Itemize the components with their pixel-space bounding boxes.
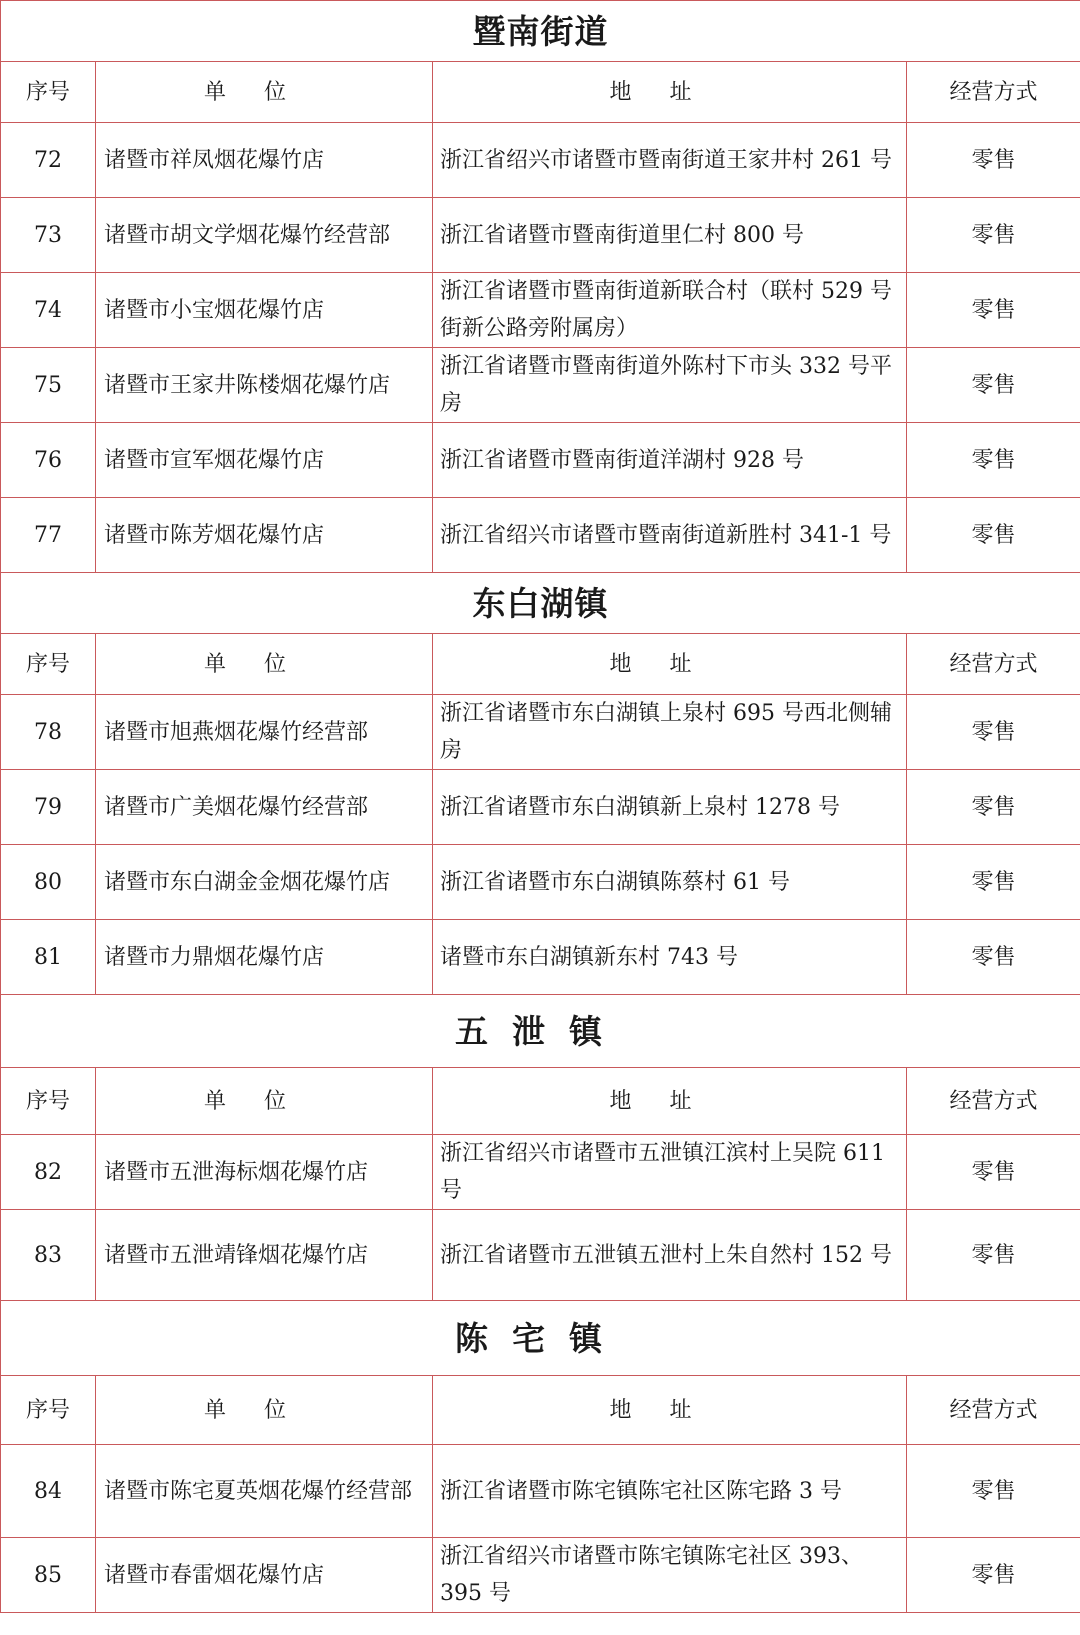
header-row <box>1 1068 1080 1135</box>
table-row <box>1 198 1080 273</box>
row-address: 诸暨市东白湖镇新东村 743 号 <box>433 920 907 995</box>
row-no: 81 <box>1 920 96 995</box>
section-title-row <box>1 573 1080 634</box>
header-mode: 经营方式 <box>907 634 1080 695</box>
section-title-row <box>1 1 1080 62</box>
row-address: 浙江省诸暨市东白湖镇陈蔡村 61 号 <box>433 845 907 920</box>
header-name: 单位 <box>96 62 433 123</box>
row-name: 诸暨市胡文学烟花爆竹经营部 <box>96 198 433 273</box>
header-address: 地址 <box>433 634 907 695</box>
row-mode: 零售 <box>907 1538 1080 1613</box>
row-address: 浙江省诸暨市陈宅镇陈宅社区陈宅路 3 号 <box>433 1445 907 1538</box>
row-name: 诸暨市五泄靖锋烟花爆竹店 <box>96 1210 433 1301</box>
row-name: 诸暨市力鼎烟花爆竹店 <box>96 920 433 995</box>
row-mode: 零售 <box>907 423 1080 498</box>
header-no: 序号 <box>1 1376 96 1445</box>
row-no: 75 <box>1 348 96 423</box>
row-mode: 零售 <box>907 1135 1080 1210</box>
row-name: 诸暨市陈宅夏英烟花爆竹经营部 <box>96 1445 433 1538</box>
header-address: 地址 <box>433 1376 907 1445</box>
table-row <box>1 920 1080 995</box>
row-name: 诸暨市东白湖金金烟花爆竹店 <box>96 845 433 920</box>
row-no: 73 <box>1 198 96 273</box>
table-row <box>1 695 1080 770</box>
row-no: 83 <box>1 1210 96 1301</box>
header-address: 地址 <box>433 62 907 123</box>
section-title: 暨南街道 <box>1 1 1080 62</box>
row-no: 80 <box>1 845 96 920</box>
row-no: 72 <box>1 123 96 198</box>
header-mode: 经营方式 <box>907 62 1080 123</box>
row-mode: 零售 <box>907 273 1080 348</box>
row-mode: 零售 <box>907 695 1080 770</box>
row-address: 浙江省诸暨市暨南街道洋湖村 928 号 <box>433 423 907 498</box>
section-title-row <box>1 995 1080 1068</box>
header-mode: 经营方式 <box>907 1068 1080 1135</box>
row-name: 诸暨市五泄海标烟花爆竹店 <box>96 1135 433 1210</box>
row-address: 浙江省诸暨市东白湖镇上泉村 695 号西北侧辅房 <box>433 695 907 770</box>
header-row <box>1 634 1080 695</box>
header-no: 序号 <box>1 634 96 695</box>
row-address: 浙江省绍兴市诸暨市暨南街道新胜村 341-1 号 <box>433 498 907 573</box>
row-name: 诸暨市春雷烟花爆竹店 <box>96 1538 433 1613</box>
table-row <box>1 123 1080 198</box>
section-title: 五泄镇 <box>1 995 1080 1068</box>
row-no: 77 <box>1 498 96 573</box>
header-no: 序号 <box>1 1068 96 1135</box>
row-address: 浙江省诸暨市五泄镇五泄村上朱自然村 152 号 <box>433 1210 907 1301</box>
row-address: 浙江省诸暨市暨南街道外陈村下市头 332 号平房 <box>433 348 907 423</box>
row-no: 74 <box>1 273 96 348</box>
table-row <box>1 498 1080 573</box>
table-row <box>1 845 1080 920</box>
row-name: 诸暨市广美烟花爆竹经营部 <box>96 770 433 845</box>
row-name: 诸暨市祥凤烟花爆竹店 <box>96 123 433 198</box>
row-name: 诸暨市陈芳烟花爆竹店 <box>96 498 433 573</box>
table-row <box>1 273 1080 348</box>
section-title: 陈宅镇 <box>1 1301 1080 1376</box>
row-address: 浙江省诸暨市暨南街道里仁村 800 号 <box>433 198 907 273</box>
row-mode: 零售 <box>907 123 1080 198</box>
row-no: 82 <box>1 1135 96 1210</box>
row-name: 诸暨市小宝烟花爆竹店 <box>96 273 433 348</box>
row-mode: 零售 <box>907 498 1080 573</box>
row-address: 浙江省绍兴市诸暨市陈宅镇陈宅社区 393、395 号 <box>433 1538 907 1613</box>
row-no: 76 <box>1 423 96 498</box>
table-row <box>1 1210 1080 1301</box>
table-row <box>1 1445 1080 1538</box>
header-mode: 经营方式 <box>907 1376 1080 1445</box>
table-row <box>1 770 1080 845</box>
header-address: 地址 <box>433 1068 907 1135</box>
table-row <box>1 423 1080 498</box>
row-address: 浙江省诸暨市东白湖镇新上泉村 1278 号 <box>433 770 907 845</box>
row-address: 浙江省绍兴市诸暨市暨南街道王家井村 261 号 <box>433 123 907 198</box>
row-mode: 零售 <box>907 845 1080 920</box>
header-row <box>1 62 1080 123</box>
table-row <box>1 1538 1080 1613</box>
row-no: 79 <box>1 770 96 845</box>
header-no: 序号 <box>1 62 96 123</box>
row-mode: 零售 <box>907 1445 1080 1538</box>
table-row <box>1 348 1080 423</box>
row-mode: 零售 <box>907 770 1080 845</box>
section-title-row <box>1 1301 1080 1376</box>
row-no: 78 <box>1 695 96 770</box>
row-mode: 零售 <box>907 920 1080 995</box>
row-no: 84 <box>1 1445 96 1538</box>
table-row <box>1 1135 1080 1210</box>
section-title: 东白湖镇 <box>1 573 1080 634</box>
header-row <box>1 1376 1080 1445</box>
row-address: 浙江省诸暨市暨南街道新联合村（联村 529 号街新公路旁附属房） <box>433 273 907 348</box>
row-name: 诸暨市王家井陈楼烟花爆竹店 <box>96 348 433 423</box>
row-name: 诸暨市旭燕烟花爆竹经营部 <box>96 695 433 770</box>
header-name: 单位 <box>96 634 433 695</box>
row-address: 浙江省绍兴市诸暨市五泄镇江滨村上吴院 611 号 <box>433 1135 907 1210</box>
row-mode: 零售 <box>907 198 1080 273</box>
row-mode: 零售 <box>907 348 1080 423</box>
header-name: 单位 <box>96 1068 433 1135</box>
row-no: 85 <box>1 1538 96 1613</box>
header-name: 单位 <box>96 1376 433 1445</box>
row-mode: 零售 <box>907 1210 1080 1301</box>
row-name: 诸暨市宣军烟花爆竹店 <box>96 423 433 498</box>
